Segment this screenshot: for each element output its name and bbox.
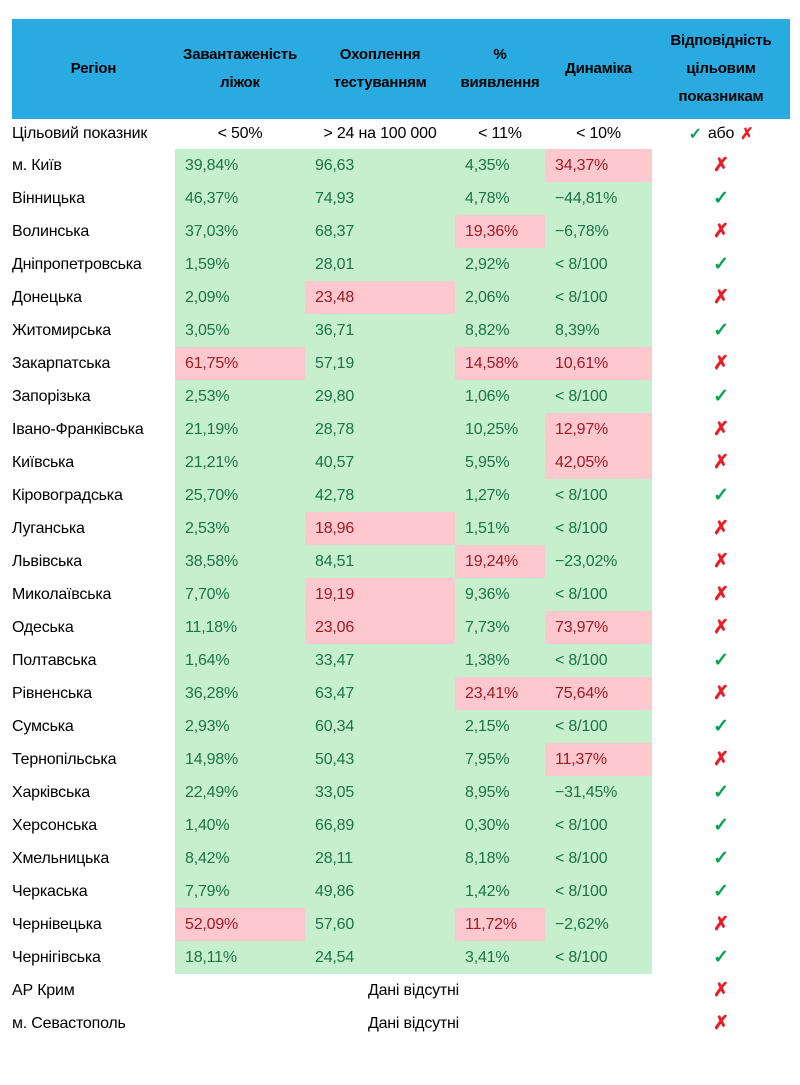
value-cell: < 8/100 [545, 248, 652, 281]
table-row [12, 215, 790, 248]
value-cell: < 8/100 [545, 941, 652, 974]
value-cell: 66,89 [305, 809, 455, 842]
fail-x-icon: ✗ [713, 551, 729, 572]
table-row [12, 644, 790, 677]
region-name: Закарпатська [12, 354, 111, 372]
value-cell: 52,09% [175, 908, 305, 941]
target-bed-occupancy: < 50% [217, 125, 263, 142]
table-row [12, 248, 790, 281]
pass-check-icon: ✓ [713, 254, 729, 275]
table-row [12, 941, 790, 974]
value-cell: 1,42% [455, 875, 545, 908]
pass-check-icon: ✓ [713, 320, 729, 341]
value-cell: 19,19 [305, 578, 455, 611]
region-name: Черкаська [12, 882, 88, 900]
value-cell: 1,40% [175, 809, 305, 842]
value-cell: 28,78 [305, 413, 455, 446]
check-icon: ✓ [688, 126, 702, 143]
value-cell: 3,05% [175, 314, 305, 347]
value-cell: < 8/100 [545, 578, 652, 611]
fail-x-icon: ✗ [713, 683, 729, 704]
value-cell: 46,37% [175, 182, 305, 215]
value-cell: 19,24% [455, 545, 545, 578]
value-cell: 74,93 [305, 182, 455, 215]
table-row [12, 908, 790, 941]
or-word: або [707, 125, 735, 142]
value-cell: 34,37% [545, 149, 652, 182]
value-cell: 23,06 [305, 611, 455, 644]
value-cell: 18,11% [175, 941, 305, 974]
value-cell: 57,60 [305, 908, 455, 941]
table-row [12, 875, 790, 908]
table-row [12, 314, 790, 347]
region-name: АР Крим [12, 981, 75, 999]
value-cell: < 8/100 [545, 644, 652, 677]
table-row [12, 281, 790, 314]
value-cell: 2,53% [175, 512, 305, 545]
region-name: Тернопільська [12, 750, 117, 768]
value-cell: < 8/100 [545, 875, 652, 908]
column-header-bed-occupancy: Завантаженість ліжок [183, 46, 297, 91]
region-name: Житомирська [12, 321, 111, 339]
region-name: м. Севастополь [12, 1014, 126, 1032]
value-cell: 1,59% [175, 248, 305, 281]
value-cell: 33,05 [305, 776, 455, 809]
value-cell: 1,06% [455, 380, 545, 413]
value-cell: 7,95% [455, 743, 545, 776]
pass-check-icon: ✓ [713, 650, 729, 671]
table-header [12, 19, 790, 119]
value-cell: −31,45% [545, 776, 652, 809]
value-cell: 73,97% [545, 611, 652, 644]
value-cell: 2,15% [455, 710, 545, 743]
value-cell: 21,19% [175, 413, 305, 446]
value-cell: 37,03% [175, 215, 305, 248]
value-cell: < 8/100 [545, 479, 652, 512]
fail-x-icon: ✗ [713, 1013, 729, 1034]
value-cell: < 8/100 [545, 512, 652, 545]
fail-x-icon: ✗ [713, 353, 729, 374]
table-row [12, 1007, 790, 1040]
fail-x-icon: ✗ [713, 584, 729, 605]
region-name: Львівська [12, 552, 82, 570]
value-cell: 2,92% [455, 248, 545, 281]
table-row [12, 710, 790, 743]
table-row [12, 347, 790, 380]
target-dynamics: < 10% [576, 125, 621, 142]
region-name: Хмельницька [12, 849, 110, 867]
value-cell: 84,51 [305, 545, 455, 578]
value-cell: 8,39% [545, 314, 652, 347]
value-cell: 68,37 [305, 215, 455, 248]
region-name: Волинська [12, 222, 90, 240]
table-row [12, 776, 790, 809]
value-cell: 75,64% [545, 677, 652, 710]
no-data-cell: Дані відсутні [367, 981, 460, 999]
fail-x-icon: ✗ [713, 914, 729, 935]
pass-check-icon: ✓ [713, 947, 729, 968]
fail-x-icon: ✗ [713, 617, 729, 638]
value-cell: 2,06% [455, 281, 545, 314]
fail-x-icon: ✗ [713, 419, 729, 440]
fail-x-icon: ✗ [713, 452, 729, 473]
region-name: Дніпропетровська [12, 255, 142, 273]
pass-check-icon: ✓ [713, 848, 729, 869]
value-cell: −23,02% [545, 545, 652, 578]
value-cell: 8,82% [455, 314, 545, 347]
value-cell: 8,95% [455, 776, 545, 809]
target-row [12, 119, 790, 149]
value-cell: 7,70% [175, 578, 305, 611]
value-cell: < 8/100 [545, 710, 652, 743]
region-name: Полтавська [12, 651, 97, 669]
target-testing-coverage: > 24 на 100 000 [323, 125, 437, 142]
value-cell: 4,35% [455, 149, 545, 182]
region-name: Херсонська [12, 816, 97, 834]
region-name: Донецька [12, 288, 82, 306]
column-header-testing-coverage: Охоплення тестуванням [333, 46, 427, 91]
value-cell: 63,47 [305, 677, 455, 710]
region-name: Вінницька [12, 189, 85, 207]
value-cell: 10,25% [455, 413, 545, 446]
value-cell: 4,78% [455, 182, 545, 215]
column-header-region: Регіон [70, 60, 117, 77]
value-cell: 9,36% [455, 578, 545, 611]
column-header-compliance: Відповідність цільовим показникам [670, 32, 772, 105]
value-cell: 42,05% [545, 446, 652, 479]
pass-check-icon: ✓ [713, 188, 729, 209]
value-cell: −6,78% [545, 215, 652, 248]
value-cell: 36,71 [305, 314, 455, 347]
value-cell: 24,54 [305, 941, 455, 974]
fail-x-icon: ✗ [713, 155, 729, 176]
table-row [12, 611, 790, 644]
pass-check-icon: ✓ [713, 782, 729, 803]
no-data-cell: Дані відсутні [367, 1014, 460, 1032]
value-cell: 14,98% [175, 743, 305, 776]
value-cell: 23,41% [455, 677, 545, 710]
region-name: Чернівецька [12, 915, 102, 933]
value-cell: 29,80 [305, 380, 455, 413]
table-row [12, 149, 790, 182]
fail-x-icon: ✗ [713, 749, 729, 770]
pass-check-icon: ✓ [713, 716, 729, 737]
region-name: Івано-Франківська [12, 420, 144, 438]
value-cell: 39,84% [175, 149, 305, 182]
table-row [12, 809, 790, 842]
table-row [12, 479, 790, 512]
value-cell: 28,11 [305, 842, 455, 875]
value-cell: 60,34 [305, 710, 455, 743]
table-row [12, 512, 790, 545]
value-cell: 25,70% [175, 479, 305, 512]
region-name: Київська [12, 453, 75, 471]
value-cell: 19,36% [455, 215, 545, 248]
value-cell: 38,58% [175, 545, 305, 578]
value-cell: 21,21% [175, 446, 305, 479]
value-cell: −2,62% [545, 908, 652, 941]
table-row [12, 677, 790, 710]
table-row [12, 182, 790, 215]
value-cell: −44,81% [545, 182, 652, 215]
region-name: Кіровоградська [12, 486, 123, 504]
value-cell: 18,96 [305, 512, 455, 545]
value-cell: 10,61% [545, 347, 652, 380]
value-cell: 3,41% [455, 941, 545, 974]
value-cell: 11,72% [455, 908, 545, 941]
value-cell: 7,73% [455, 611, 545, 644]
region-name: Запорізька [12, 387, 91, 405]
value-cell: 2,93% [175, 710, 305, 743]
value-cell: 5,95% [455, 446, 545, 479]
value-cell: 12,97% [545, 413, 652, 446]
table-row [12, 413, 790, 446]
value-cell: 50,43 [305, 743, 455, 776]
value-cell: < 8/100 [545, 842, 652, 875]
table-row [12, 743, 790, 776]
value-cell: 36,28% [175, 677, 305, 710]
value-cell: 2,53% [175, 380, 305, 413]
value-cell: 14,58% [455, 347, 545, 380]
value-cell: < 8/100 [545, 281, 652, 314]
region-compliance-table [12, 19, 790, 1040]
value-cell: 7,79% [175, 875, 305, 908]
table-row [12, 842, 790, 875]
value-cell: 61,75% [175, 347, 305, 380]
value-cell: 49,86 [305, 875, 455, 908]
table-row [12, 578, 790, 611]
pass-check-icon: ✓ [713, 815, 729, 836]
table-row [12, 974, 790, 1007]
value-cell: 42,78 [305, 479, 455, 512]
table-body [12, 149, 790, 1040]
value-cell: 8,18% [455, 842, 545, 875]
value-cell: 11,18% [175, 611, 305, 644]
value-cell: 8,42% [175, 842, 305, 875]
value-cell: 40,57 [305, 446, 455, 479]
region-name: Рівненська [12, 684, 92, 702]
value-cell: 1,64% [175, 644, 305, 677]
region-name: Одеська [12, 618, 74, 636]
column-header-detection-rate: % виявлення [460, 46, 540, 91]
value-cell: 96,63 [305, 149, 455, 182]
value-cell: < 8/100 [545, 809, 652, 842]
target-row-label: Цільовий показник [12, 125, 148, 142]
region-name: Харківська [12, 783, 90, 801]
value-cell: 57,19 [305, 347, 455, 380]
fail-x-icon: ✗ [713, 287, 729, 308]
value-cell: 1,51% [455, 512, 545, 545]
pass-check-icon: ✓ [713, 386, 729, 407]
column-header-dynamics: Динаміка [565, 60, 632, 77]
fail-x-icon: ✗ [713, 518, 729, 539]
value-cell: 33,47 [305, 644, 455, 677]
fail-x-icon: ✗ [713, 221, 729, 242]
table-row [12, 380, 790, 413]
region-name: Сумська [12, 717, 74, 735]
table-row [12, 446, 790, 479]
target-compliance [652, 124, 790, 144]
value-cell: 0,30% [455, 809, 545, 842]
value-cell: 1,27% [455, 479, 545, 512]
value-cell: 2,09% [175, 281, 305, 314]
table-row [12, 545, 790, 578]
value-cell: < 8/100 [545, 380, 652, 413]
value-cell: 28,01 [305, 248, 455, 281]
pass-check-icon: ✓ [713, 485, 729, 506]
value-cell: 22,49% [175, 776, 305, 809]
region-name: Чернігівська [12, 948, 101, 966]
fail-x-icon: ✗ [713, 980, 729, 1001]
value-cell: 11,37% [545, 743, 652, 776]
target-detection-rate: < 11% [478, 125, 522, 142]
pass-check-icon: ✓ [713, 881, 729, 902]
region-name: Луганська [12, 519, 85, 537]
value-cell: 23,48 [305, 281, 455, 314]
region-name: м. Київ [12, 156, 62, 174]
region-name: Миколаївська [12, 585, 112, 603]
x-icon: ✗ [740, 126, 754, 143]
value-cell: 1,38% [455, 644, 545, 677]
